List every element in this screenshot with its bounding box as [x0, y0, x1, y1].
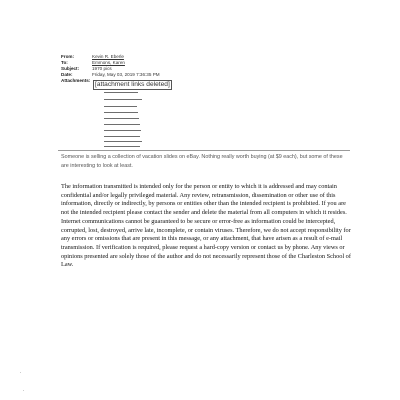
date-value: Friday, May 03, 2019 7:36:35 PM	[92, 72, 160, 77]
attachment-link-9[interactable]	[104, 141, 142, 142]
from-value[interactable]: Kevin R. Eberle	[92, 54, 124, 59]
attachments-label: Attachments:	[61, 78, 91, 83]
scan-speck	[23, 390, 24, 391]
to-label: To:	[61, 60, 68, 65]
subject-value: 1970 pics	[92, 66, 112, 71]
email-body: Someone is selling a collection of vacation slides on eBay. Nothing really worth buying (at $9 each), but some of these are interesting to look at least.	[61, 154, 343, 169]
attachment-link-8[interactable]	[104, 136, 140, 137]
attachment-link-10[interactable]	[104, 146, 140, 147]
attachment-link-2[interactable]	[104, 99, 142, 100]
subject-label: Subject:	[61, 66, 80, 71]
to-value[interactable]: Emmons, Karen	[92, 60, 125, 65]
confidentiality-disclaimer: The information transmitted is intended only for the person or entity to which it is addressed and may contain confidential and/or legally privileged material. Any review, retransmission, dissemination or other use of this information, directly or indirectly, by persons or entities other than the intended recipient is prohibited. If you are not the intended recipient please contact the sender and delete the material from all computers in which it resides. Internet communications cannot be guaranteed to be secure or error-free as information could be intercepted, corrupted, lost, destroyed, arrive late, incomplete, or contain viruses. Therefore, we do not accept responsibility for any errors or omissions that are present in this message, or any attachment, that have arisen as a result of e-mail transmission. If verification is required, please request a hard-copy version or contact us by phone. Any views or opinions presented are solely those of the author and do not necessarily represent those of the Charleston School of Law.	[61, 183, 351, 269]
attachment-link-3[interactable]	[104, 106, 137, 107]
attachment-link-4[interactable]	[104, 112, 138, 113]
attachment-link-7[interactable]	[104, 130, 141, 131]
date-label: Date:	[61, 72, 73, 77]
attachment-link-6[interactable]	[104, 124, 140, 125]
scan-speck	[20, 372, 21, 373]
attachment-link-5[interactable]	[104, 118, 139, 119]
attachment-link-1[interactable]	[104, 92, 138, 93]
header-divider	[58, 150, 350, 151]
from-label: From:	[61, 54, 75, 59]
attachments-redaction-note: [attachment links deleted]	[95, 81, 170, 88]
